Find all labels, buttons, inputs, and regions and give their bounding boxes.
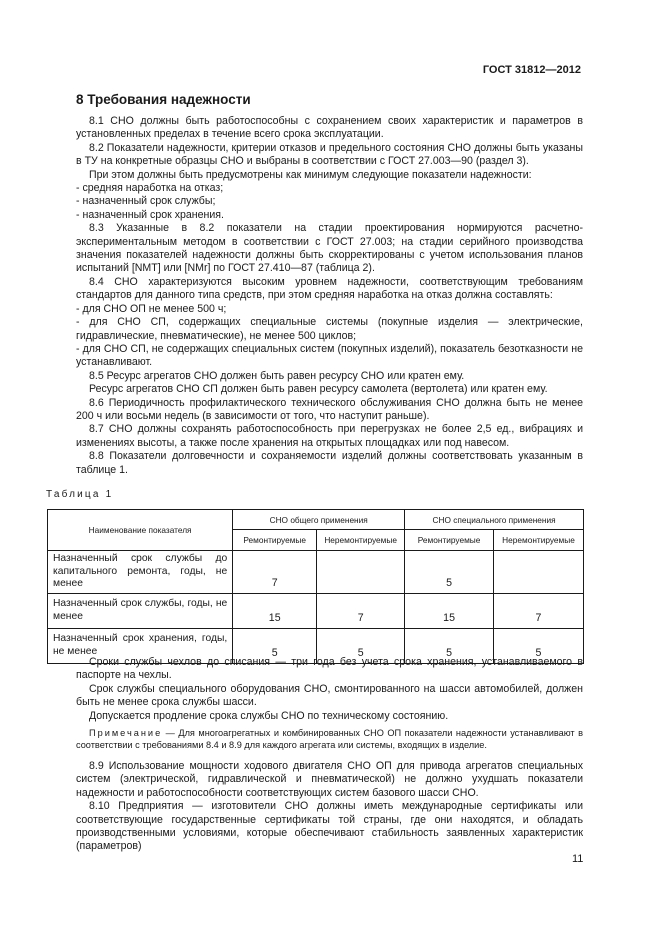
- table-cell: 15: [233, 593, 317, 628]
- list-item: - назначенный срок службы;: [76, 195, 216, 208]
- note-label: Примечание: [89, 728, 163, 738]
- paragraph: При этом должны быть предусмотрены как минимум следующие показатели надежности:: [89, 168, 532, 181]
- row-label: Назначенный срок хранения, годы, не менее: [48, 628, 233, 663]
- paragraph: Ресурс агрегатов СНО СП должен быть равен ресурсу самолета (вертолета) или кратен ему.: [89, 383, 548, 396]
- list-item: - для СНО ОП не менее 500 ч;: [76, 302, 227, 315]
- column-header-nonrepairable: Неремонтируемые: [317, 530, 405, 551]
- table-cell: 5: [405, 551, 494, 594]
- table-cell: 5: [233, 628, 317, 663]
- table-row: [48, 593, 584, 628]
- section-body-after-table: [76, 656, 583, 723]
- paragraph: Срок службы специального оборудования СНО, смонтированного на шасси автомобилей, должен быть не менее срока службы шасси.: [76, 682, 583, 709]
- paragraph: 8.3 Указанные в 8.2 показатели на стадии проектирования нормируются расчетно-экспериментальным методом в соответствии с ГОСТ 27.003; на стадии серийного производства значения показателей надежности должны быть скорректированы с учетом использования планов испытаний [NМТ] или [NМr] по ГОСТ 27.410—87 (таблица 2).: [76, 222, 583, 275]
- section-body-bottom: [76, 760, 583, 854]
- table-cell: 7: [317, 593, 405, 628]
- list-item: - средняя наработка на отказ;: [76, 182, 224, 195]
- table-cell: 7: [494, 593, 584, 628]
- paragraph: 8.9 Использование мощности ходового двигателя СНО ОП для привода агрегатов специальных систем (электрической, гидравлической и пневматической) не должно ухудшать показатели надежности и работоспособности соответствующих систем базового шасси СНО.: [76, 760, 583, 799]
- list-item: - назначенный срок хранения.: [76, 208, 224, 221]
- section-title: 8 Требования надежности: [76, 92, 251, 107]
- column-group-special: СНО специального применения: [405, 510, 584, 530]
- table-cell: 5: [405, 628, 494, 663]
- paragraph: 8.6 Периодичность профилактического технического обслуживания СНО должна быть не менее 200 ч или восьми недель (в зависимости от того, что наступит раньше).: [76, 396, 583, 422]
- column-header-nonrepairable: Неремонтируемые: [494, 530, 584, 551]
- paragraph: 8.1 СНО должны быть работоспособны с сохранением своих характеристик и параметров в установленных пределах в течение всего срока эксплуатации.: [76, 115, 583, 141]
- document-header: ГОСТ 31812—2012: [482, 64, 581, 76]
- table-cell: 15: [405, 593, 494, 628]
- table-cell: 5: [317, 628, 405, 663]
- list-item: - для СНО СП, не содержащих специальных систем (покупных изделий), показатель безотказности не устанавливают.: [76, 342, 583, 369]
- table-cell: [317, 551, 405, 594]
- table-header-row: [48, 510, 584, 530]
- note: [76, 727, 583, 751]
- table-cell: 5: [494, 628, 584, 663]
- paragraph: Сроки службы чехлов до списания — три года без учета срока хранения, устанавливаемого в паспорте на чехлы.: [76, 656, 583, 682]
- row-label: Назначенный срок службы до капитального ремонта, годы, не менее: [48, 551, 233, 594]
- column-header-repairable: Ремонтируемые: [233, 530, 317, 551]
- list-item: - для СНО СП, содержащих специальные системы (покупные изделия — электрические, гидравлические, пневматические), не менее 500 циклов;: [76, 316, 583, 342]
- reliability-table: [47, 509, 584, 664]
- column-header-parameter: Наименование показателя: [48, 510, 233, 551]
- column-header-repairable: Ремонтируемые: [405, 530, 494, 551]
- paragraph: 8.2 Показатели надежности, критерии отказов и предельного состояния СНО должны быть указаны в ТУ на конкретные образцы СНО и выбраны в соответствии с ГОСТ 27.003—90 (раздел 3).: [76, 141, 583, 168]
- paragraph: 8.4 СНО характеризуются высоким уровнем надежности, соответствующим требованиям стандартов для данного типа средств, при этом средняя наработка на отказ должна составлять:: [76, 275, 583, 302]
- section-body-top: [76, 115, 583, 477]
- paragraph: 8.10 Предприятия — изготовители СНО должны иметь международные сертификаты или соответствующие государственные сертификаты той страны, где они находятся, и обладать производственными условиями, которые обеспечивают стабильность заявленных характеристик (параметров): [76, 800, 583, 853]
- paragraph: 8.5 Ресурс агрегатов СНО должен быть равен ресурсу СНО или кратен ему.: [89, 369, 465, 382]
- table-cell: [494, 551, 584, 594]
- paragraph: Допускается продление срока службы СНО по техническому состоянию.: [89, 709, 449, 722]
- paragraph: 8.7 СНО должны сохранять работоспособность при перегрузках не более 2,5 ед., вибрациях и изменениях высоты, а также после хранения на открытых площадках или под навесом.: [76, 423, 583, 449]
- column-group-general: СНО общего применения: [233, 510, 405, 530]
- table-row: [48, 551, 584, 594]
- table-caption: Таблица 1: [46, 489, 114, 500]
- page-number: 11: [572, 853, 584, 865]
- row-label: Назначенный срок службы, годы, не менее: [48, 593, 233, 628]
- table-cell: 7: [233, 551, 317, 594]
- paragraph: 8.8 Показатели долговечности и сохраняемости изделий должны соответствовать указанным в таблице 1.: [76, 450, 583, 476]
- note-text: — Для многоагрегатных и комбинированных СНО ОП показатели надежности устанавливают в соответствии с требованиями 8.4 и 8.9 для каждого агрегата или системы, входящих в изделие.: [76, 728, 583, 750]
